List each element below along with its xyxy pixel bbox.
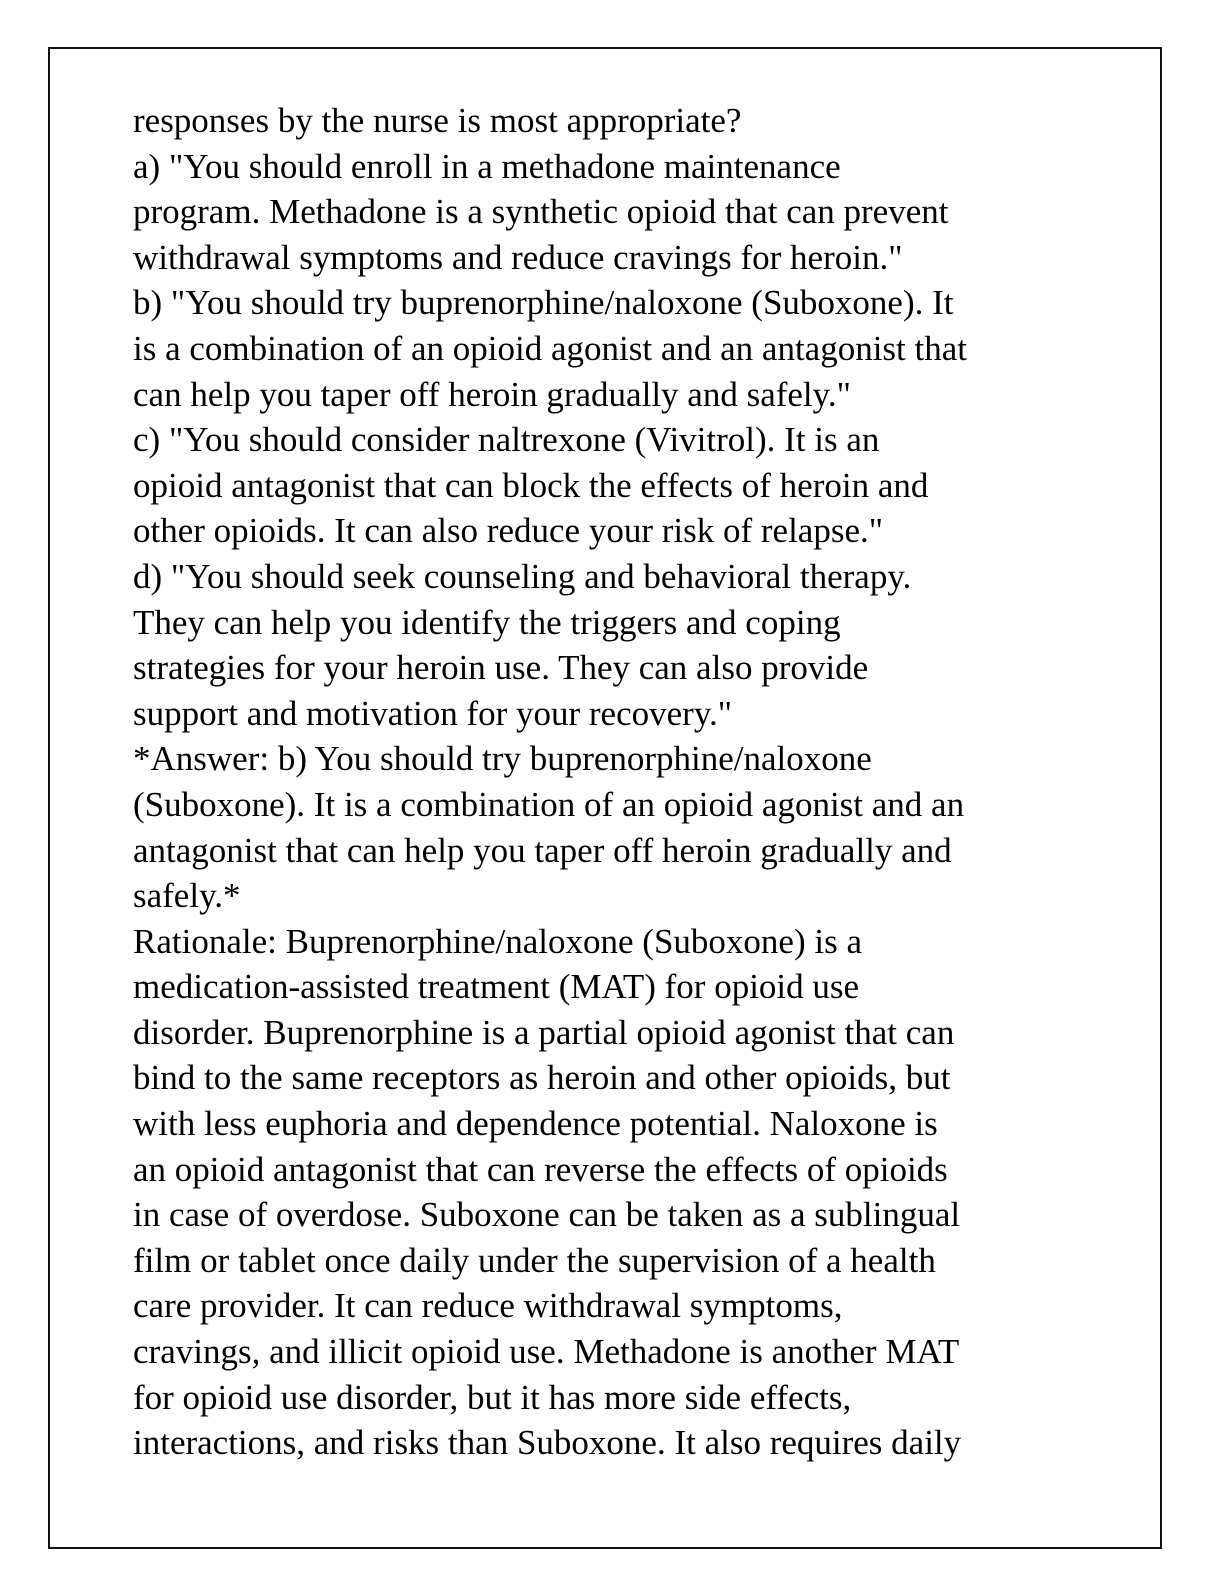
option-c-line: other opioids. It can also reduce your risk of relapse.": [133, 511, 884, 551]
option-c-line: opioid antagonist that can block the effects of heroin and: [133, 465, 929, 505]
rationale-line: with less euphoria and dependence potential. Naloxone is: [133, 1104, 938, 1144]
answer-line: antagonist that can help you taper off heroin gradually and: [133, 830, 952, 870]
rationale-line: medication-assisted treatment (MAT) for opioid use: [133, 967, 860, 1007]
document-body: [133, 98, 1093, 1466]
rationale-line: for opioid use disorder, but it has more side effects,: [133, 1377, 852, 1417]
question-stem-line: responses by the nurse is most appropriate?: [133, 101, 742, 140]
rationale-line: film or tablet once daily under the supervision of a health: [133, 1240, 936, 1280]
option-a-line: program. Methadone is a synthetic opioid that can prevent: [133, 192, 949, 232]
option-a-line: a) "You should enroll in a methadone maintenance: [133, 146, 841, 186]
rationale-line: in case of overdose. Suboxone can be taken as a sublingual: [133, 1195, 961, 1235]
option-c-line: c) "You should consider naltrexone (Vivitrol). It is an: [133, 420, 880, 460]
option-b-line: can help you taper off heroin gradually and safely.": [133, 374, 851, 414]
option-d-line: strategies for your heroin use. They can also provide: [133, 648, 869, 688]
option-d-line: d) "You should seek counseling and behavioral therapy.: [133, 556, 912, 596]
rationale-line: an opioid antagonist that can reverse the effects of opioids: [133, 1149, 948, 1189]
rationale-line: bind to the same receptors as heroin and other opioids, but: [133, 1058, 951, 1098]
answer-line: (Suboxone). It is a combination of an opioid agonist and an: [133, 784, 965, 824]
answer-line: safely.*: [133, 876, 241, 916]
rationale-line: Rationale: Buprenorphine/naloxone (Suboxone) is a: [133, 921, 863, 961]
rationale-line: disorder. Buprenorphine is a partial opioid agonist that can: [133, 1012, 955, 1052]
rationale-line: cravings, and illicit opioid use. Methadone is another MAT: [133, 1332, 960, 1372]
option-d-line: support and motivation for your recovery.": [133, 693, 733, 733]
option-d-line: They can help you identify the triggers and coping: [133, 602, 841, 642]
rationale-line: interactions, and risks than Suboxone. It also requires daily: [133, 1423, 962, 1463]
option-b-line: is a combination of an opioid agonist and an antagonist that: [133, 328, 968, 368]
option-a-line: withdrawal symptoms and reduce cravings for heroin.": [133, 237, 903, 277]
rationale-line: care provider. It can reduce withdrawal symptoms,: [133, 1286, 843, 1326]
answer-line: *Answer: b) You should try buprenorphine/naloxone: [133, 739, 872, 779]
option-b-line: b) "You should try buprenorphine/naloxone (Suboxone). It: [133, 283, 954, 323]
